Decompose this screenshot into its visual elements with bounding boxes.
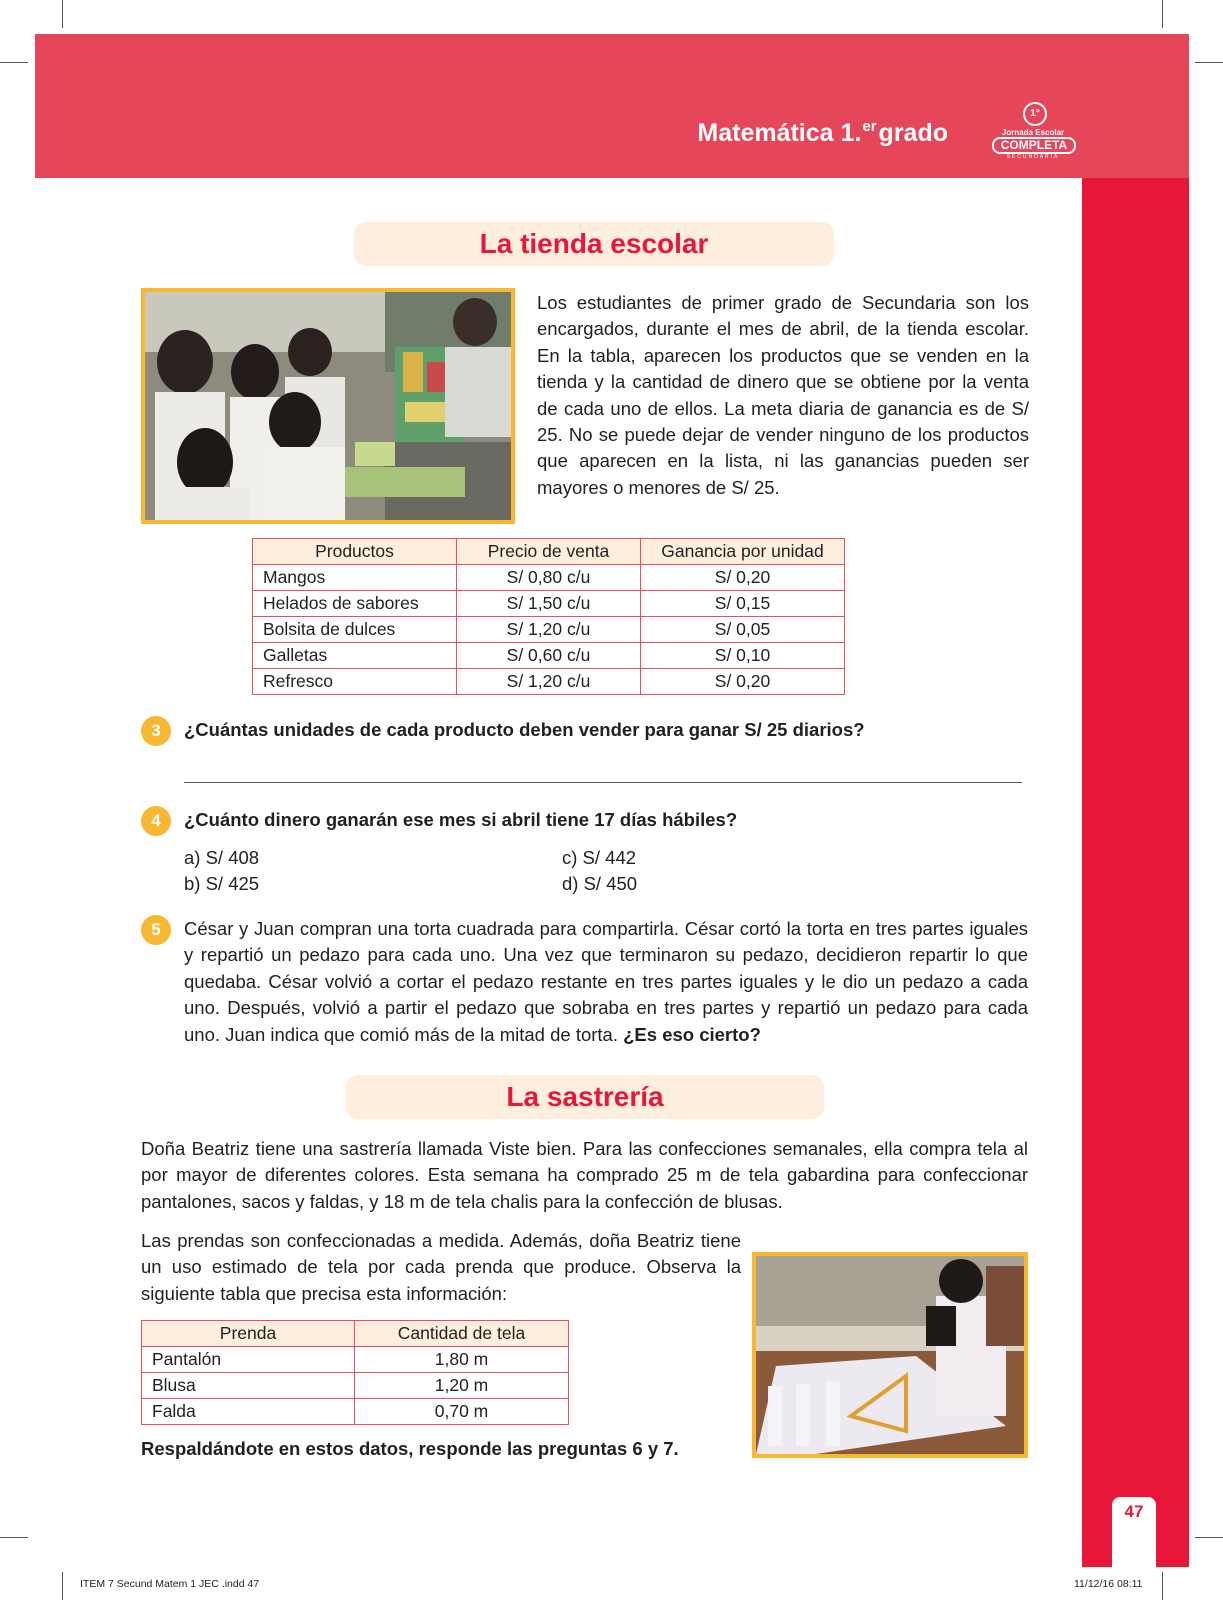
crop-mark (1195, 62, 1223, 63)
table-cell: S/ 1,20 c/u (457, 669, 641, 695)
table-row (142, 1399, 569, 1425)
jornada-escolar-logo (990, 100, 1076, 162)
garments-table (141, 1320, 569, 1425)
footer-timestamp: 11/12/16 08:11 (1074, 1578, 1143, 1590)
option-d: d) S/ 450 (562, 873, 638, 894)
table-cell: Falda (142, 1399, 355, 1425)
table-row (142, 1373, 569, 1399)
header-title-main: Matemática 1. (697, 119, 862, 147)
students-store-image (145, 292, 511, 520)
question-number-5: 5 (141, 915, 171, 945)
side-bar (1082, 178, 1189, 1567)
sun-icon: 1° (1023, 102, 1047, 126)
table-cell: 1,80 m (355, 1347, 569, 1373)
logo-line3: SECUNDARIA (1006, 154, 1060, 160)
table-cell: Bolsita de dulces (253, 617, 457, 643)
option-a: a) S/ 408 (184, 847, 260, 868)
logo-line2: COMPLETA (992, 137, 1076, 154)
table-header-cell: Precio de venta (457, 539, 641, 565)
table-cell: S/ 0,80 c/u (457, 565, 641, 591)
question-number-3: 3 (141, 716, 171, 746)
table-cell: S/ 0,10 (641, 643, 845, 669)
table-row (253, 643, 845, 669)
question-5-body: César y Juan compran una torta cuadrada para compartirla. César cortó la torta en tres partes iguales y repartió un pedazo para cada uno. Una vez que terminaron su pedazo, decidieron repartir lo que quedaba. César volvió a cortar el pedazo restante en tres partes iguales y le dio un pedazo a cada uno. Después, volvió a partir el pedazo que sobraba en tres partes y repartió un pedazo para cada uno. Juan indica que comió más de la mitad de torta. (184, 918, 1028, 1045)
closing-instruction: Respaldándote en estos datos, responde las preguntas 6 y 7. (141, 1438, 679, 1459)
crop-mark (0, 62, 28, 63)
table-cell: S/ 0,20 (641, 565, 845, 591)
table-row (253, 565, 845, 591)
table-header-row (142, 1321, 569, 1347)
logo-line1: Jornada Escolar (1001, 128, 1065, 137)
question-4-text: ¿Cuánto dinero ganarán ese mes si abril tiene 17 días hábiles? (184, 809, 738, 830)
section-title-sastreria: La sastrería (346, 1075, 824, 1119)
crop-mark (62, 0, 63, 28)
products-table (252, 538, 845, 695)
answer-line (184, 782, 1022, 783)
header-title-sup: er (862, 118, 877, 135)
table-cell: S/ 1,50 c/u (457, 591, 641, 617)
table-cell: Blusa (142, 1373, 355, 1399)
table-cell: 0,70 m (355, 1399, 569, 1425)
table-cell: S/ 1,20 c/u (457, 617, 641, 643)
table-row (253, 591, 845, 617)
table-cell: S/ 0,20 (641, 669, 845, 695)
question-5-text (184, 916, 1028, 1048)
option-c: c) S/ 442 (562, 847, 637, 868)
crop-mark (1162, 0, 1163, 28)
table-header-cell: Productos (253, 539, 457, 565)
table-row (142, 1347, 569, 1373)
table-row (253, 617, 845, 643)
tailor-photo (752, 1252, 1028, 1458)
table-cell: S/ 0,15 (641, 591, 845, 617)
table-cell: 1,20 m (355, 1373, 569, 1399)
table-header-cell: Cantidad de tela (355, 1321, 569, 1347)
table-cell: S/ 0,60 c/u (457, 643, 641, 669)
table-row (253, 669, 845, 695)
sastreria-paragraph-1: Doña Beatriz tiene una sastrería llamada Viste bien. Para las confecciones semanales, ella compra tela al por mayor de diferentes colores. Esta semana ha comprado 25 m de tela gabardina para confeccionar pantalones, sacos y faldas, y 18 m de tela chalis para la confección de blusas. (141, 1138, 1028, 1212)
sastreria-paragraph-2: Las prendas son confeccionadas a medida. Además, doña Beatriz tiene un uso estimado de tela por cada prenda que produce. Observa la siguiente tabla que precisa esta información: (141, 1230, 741, 1304)
table-header-row (253, 539, 845, 565)
question-3-text: ¿Cuántas unidades de cada producto deben vender para ganar S/ 25 diarios? (184, 719, 865, 740)
page-number: 47 (1124, 1502, 1144, 1521)
section-title-tienda: La tienda escolar (354, 222, 834, 266)
crop-mark (62, 1572, 63, 1600)
table-header-cell: Ganancia por unidad (641, 539, 845, 565)
table-cell: Mangos (253, 565, 457, 591)
page-header-title (697, 118, 948, 148)
table-cell: Helados de sabores (253, 591, 457, 617)
header-title-end: grado (878, 119, 948, 147)
footer-file-info: ITEM 7 Secund Matem 1 JEC .indd 47 (80, 1578, 260, 1590)
table-cell: Galletas (253, 643, 457, 669)
tailor-image (756, 1256, 1024, 1454)
question-5-bold: ¿Es eso cierto? (623, 1023, 761, 1045)
question-number-4: 4 (141, 806, 171, 836)
crop-mark (1195, 1537, 1223, 1538)
students-store-photo (141, 288, 515, 524)
option-b: b) S/ 425 (184, 873, 260, 894)
crop-mark (0, 1537, 28, 1538)
table-cell: S/ 0,05 (641, 617, 845, 643)
table-header-cell: Prenda (142, 1321, 355, 1347)
table-cell: Pantalón (142, 1347, 355, 1373)
table-cell: Refresco (253, 669, 457, 695)
crop-mark (1162, 1572, 1163, 1600)
tienda-intro-paragraph: Los estudiantes de primer grado de Secundaria son los encargados, durante el mes de abril, de la tienda escolar. En la tabla, aparecen los productos que se venden en la tienda y la cantidad de dinero que se obtiene por la venta de cada uno de ellos. La meta diaria de ganancia es de S/ 25. No se puede dejar de vender ninguno de los productos que aparecen en la lista, ni las ganancias pueden ser mayores o menores de S/ 25. (537, 292, 1029, 498)
